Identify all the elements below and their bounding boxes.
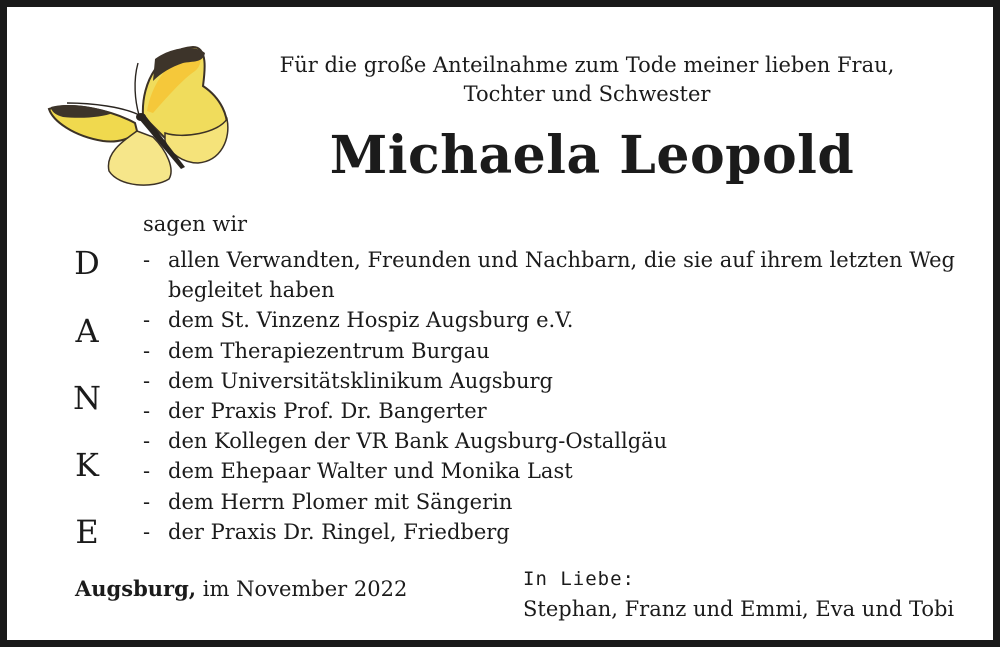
dash: -: [143, 368, 151, 393]
danke-letter-e: E: [75, 513, 99, 551]
thanks-item-text: allen Verwandten, Freunden und Nachbarn, die sie auf ihrem letzten Weg begleitet haben: [168, 248, 955, 303]
danke-letter-k: K: [75, 446, 99, 484]
dash: -: [143, 338, 151, 363]
place-date: [75, 576, 407, 601]
thanks-item: [143, 396, 983, 426]
thanks-item-text: dem Ehepaar Walter und Monika Last: [168, 459, 573, 484]
thanks-item: [143, 366, 983, 396]
date: im November 2022: [202, 577, 408, 601]
thanks-item: [143, 245, 983, 305]
thanks-item-text: dem Therapiezentrum Burgau: [168, 338, 490, 363]
thanks-item-text: dem Universitätsklinikum Augsburg: [168, 368, 553, 393]
thanks-item: [143, 487, 983, 517]
signatures: Stephan, Franz und Emmi, Eva und Tobi: [523, 597, 955, 621]
thanks-item-text: dem Herrn Plomer mit Sängerin: [168, 489, 513, 514]
place: Augsburg,: [75, 576, 197, 601]
thanks-item-text: den Kollegen der VR Bank Augsburg-Ostallgäu: [168, 429, 668, 454]
thanks-item: [143, 517, 983, 547]
dash: -: [143, 459, 151, 484]
intro-line-1: Für die große Anteilnahme zum Tode meiner lieben Frau,: [279, 53, 895, 77]
thanks-item-text: der Praxis Dr. Ringel, Friedberg: [168, 519, 510, 544]
dash: -: [143, 489, 151, 514]
thanks-item: [143, 305, 983, 335]
danke-letter-n: N: [73, 379, 101, 417]
thanks-item: [143, 336, 983, 366]
dash: -: [143, 519, 151, 544]
deceased-name: Michaela Leopold: [329, 125, 855, 186]
thanks-item-text: dem St. Vinzenz Hospiz Augsburg e.V.: [168, 308, 574, 333]
thanks-item-text: der Praxis Prof. Dr. Bangerter: [168, 399, 487, 424]
thanks-item: [143, 426, 983, 456]
in-liebe-label: In Liebe:: [523, 568, 635, 590]
sagen-wir-text: sagen wir: [143, 212, 248, 236]
thanks-list: [143, 245, 983, 547]
dash: -: [143, 308, 151, 333]
danke-letter-d: D: [74, 244, 100, 282]
intro-line-2: Tochter und Schwester: [463, 82, 711, 106]
danke-letter-a: A: [75, 312, 99, 350]
thanks-item: [143, 456, 983, 486]
dash: -: [143, 429, 151, 454]
dash: -: [143, 248, 151, 272]
intro-text: [267, 51, 907, 109]
dash: -: [143, 399, 151, 424]
butterfly-icon: [43, 41, 238, 196]
